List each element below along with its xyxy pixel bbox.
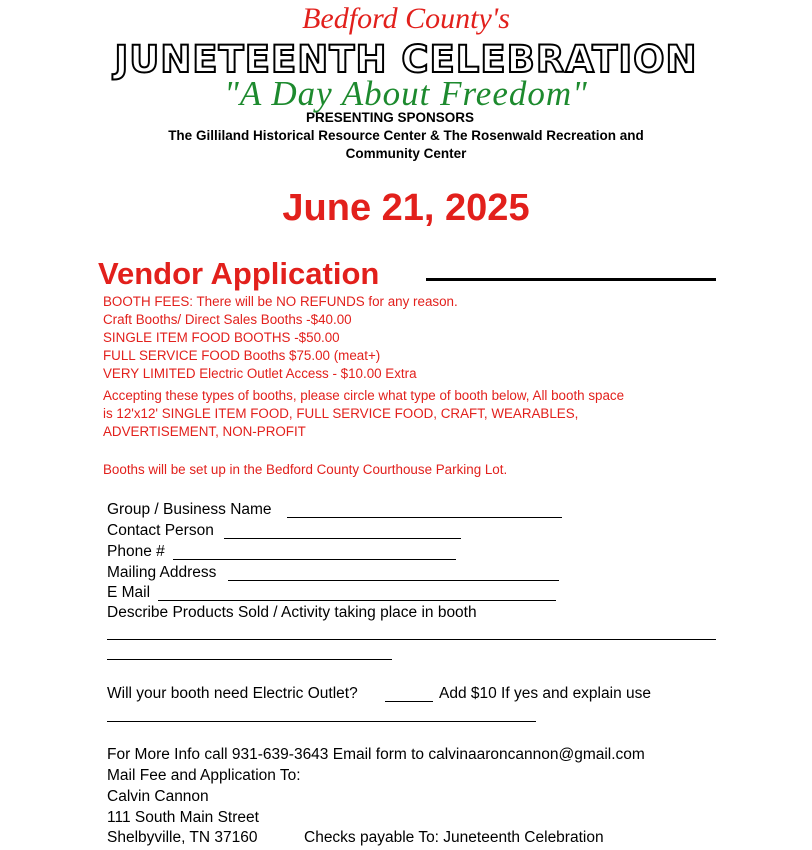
event-date: June 21, 2025 [282, 187, 530, 229]
mail-to-label: Mail Fee and Application To: [107, 767, 301, 784]
fee-line: VERY LIMITED Electric Outlet Access - $10.00 Extra [103, 366, 417, 381]
more-info: For More Info call 931-639-3643 Email form to calvinaaroncannon@gmail.com [107, 746, 645, 763]
sponsors-heading: PRESENTING SPONSORS [306, 110, 475, 125]
contact-person-field[interactable] [224, 538, 461, 539]
tagline: "A Day About Freedom" [224, 74, 588, 113]
electric-question: Will your booth need Electric Outlet? [107, 685, 358, 702]
electric-note: Add $10 If yes and explain use [439, 685, 651, 702]
email-field[interactable] [158, 600, 556, 601]
sponsors-line-1: The Gilliland Historical Resource Center & The Rosenwald Recreation and [168, 128, 644, 143]
mailing-address-field[interactable] [228, 580, 559, 581]
fee-line: SINGLE ITEM FOOD BOOTHS -$50.00 [103, 330, 340, 345]
business-name-field[interactable] [287, 517, 562, 518]
heading-rule [426, 278, 716, 281]
contact-street: 111 South Main Street [107, 809, 259, 826]
fee-line: FULL SERVICE FOOD Booths $75.00 (meat+) [103, 348, 381, 363]
electric-answer-field[interactable] [385, 701, 433, 702]
fee-line: is 12'x12' SINGLE ITEM FOOD, FULL SERVICE FOOD, CRAFT, WEARABLES, [103, 406, 579, 421]
phone-label: Phone # [107, 543, 165, 560]
describe-label: Describe Products Sold / Activity taking place in booth [107, 604, 477, 621]
contact-person-label: Contact Person [107, 522, 214, 539]
booth-location: Booths will be set up in the Bedford County Courthouse Parking Lot. [103, 462, 508, 477]
contact-city: Shelbyville, TN 37160 [107, 829, 258, 846]
mailing-address-label: Mailing Address [107, 564, 217, 581]
fee-line: Accepting these types of booths, please circle what type of booth below, All booth space [103, 388, 625, 403]
electric-explain-field[interactable] [107, 721, 536, 722]
vendor-application-heading: Vendor Application [98, 256, 380, 291]
celebration-title: JUNETEENTH CELEBRATION [114, 38, 698, 81]
fee-line: ADVERTISEMENT, NON-PROFIT [103, 424, 306, 439]
contact-name: Calvin Cannon [107, 788, 209, 805]
sponsors-line-2: Community Center [345, 146, 467, 161]
describe-field-line-1[interactable] [107, 639, 716, 640]
checks-payable: Checks payable To: Juneteenth Celebration [304, 829, 604, 846]
phone-field[interactable] [173, 559, 456, 560]
county-title: Bedford County's [302, 2, 510, 35]
email-label: E Mail [107, 584, 151, 601]
business-name-label: Group / Business Name [107, 501, 272, 518]
fee-line: BOOTH FEES: There will be NO REFUNDS for any reason. [103, 294, 458, 309]
fee-line: Craft Booths/ Direct Sales Booths -$40.00 [103, 312, 352, 327]
describe-field-line-2[interactable] [107, 659, 392, 660]
